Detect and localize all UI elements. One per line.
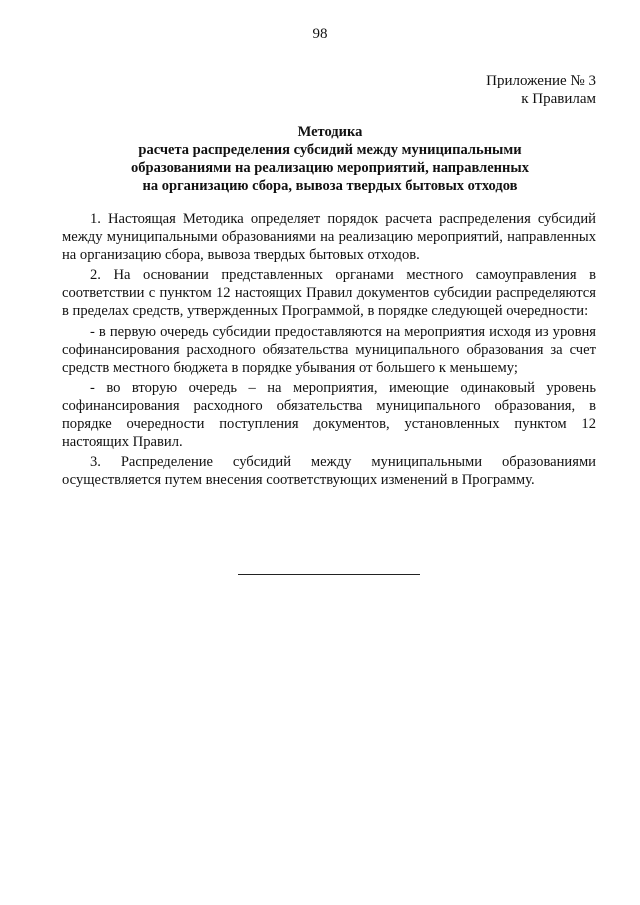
title-line-3: образованиями на реализацию мероприятий, направленных [131, 160, 529, 176]
paragraph-2-item-1: - в первую очередь субсидии предоставляются на мероприятия исходя из уровня софинансирования расходного обязательства муниципального образования за счет средств местного бюджета в порядке убывания от большего к меньшему; [62, 323, 596, 376]
page-number: 98 [312, 26, 328, 42]
appendix-number: Приложение № 3 [486, 73, 596, 89]
appendix-rules-reference: к Правилам [521, 91, 596, 107]
title-line-4: на организацию сбора, вывоза твердых бытовых отходов [142, 178, 518, 194]
paragraph-1: 1. Настоящая Методика определяет порядок расчета распределения субсидий между муниципальными образованиями на реализацию мероприятий, направленных на организацию сбора, вывоза твердых бытовых отходов. [62, 211, 596, 264]
document-title [60, 123, 600, 195]
end-separator-line [238, 574, 420, 575]
paragraph-2: 2. На основании представленных органами местного самоуправления в соответствии с пунктом 12 настоящих Правил документов субсидии распределяются в пределах средств, утвержденных Программой, в порядке следующей очередности: [62, 267, 596, 320]
document-body [62, 210, 596, 491]
title-heading: Методика [297, 124, 363, 140]
title-line-2: расчета распределения субсидий между муниципальными [138, 142, 522, 158]
paragraph-3: 3. Распределение субсидий между муниципальными образованиями осуществляется путем внесения соответствующих изменений в Программу. [62, 454, 596, 489]
paragraph-2-item-2: - во вторую очередь – на мероприятия, имеющие одинаковый уровень софинансирования расходного обязательства муниципального образования, в порядке очередности поступления документов, установленных пунктом 12 настоящих Правил. [62, 379, 596, 451]
appendix-reference [486, 72, 596, 108]
